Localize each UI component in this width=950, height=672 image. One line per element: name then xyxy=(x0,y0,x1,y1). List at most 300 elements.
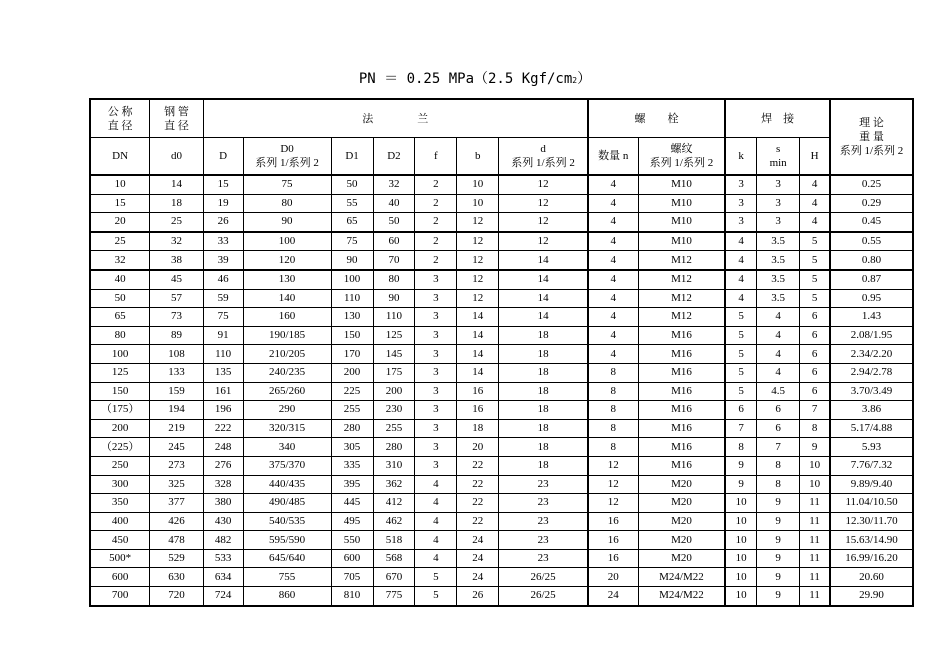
table-cell: 3 xyxy=(757,175,800,194)
table-cell: 5 xyxy=(725,363,756,382)
table-cell: 8 xyxy=(725,438,756,457)
table-cell: 20 xyxy=(588,568,638,587)
header-d0: d0 xyxy=(150,138,203,176)
table-cell: 720 xyxy=(150,587,203,606)
table-cell: 6 xyxy=(757,401,800,420)
table-cell: 150 xyxy=(90,382,150,401)
table-cell: 196 xyxy=(203,401,243,420)
table-cell: 40 xyxy=(373,194,415,213)
table-cell: 5 xyxy=(800,251,830,270)
table-cell: 550 xyxy=(331,531,373,550)
table-cell: 412 xyxy=(373,494,415,513)
table-cell: 362 xyxy=(373,475,415,494)
table-cell: 300 xyxy=(90,475,150,494)
table-row xyxy=(90,232,913,251)
table-cell: 55 xyxy=(331,194,373,213)
table-row xyxy=(90,345,913,364)
table-cell: 22 xyxy=(457,512,499,531)
table-cell: 14 xyxy=(499,251,588,270)
table-cell: M20 xyxy=(638,494,725,513)
table-cell: 8 xyxy=(588,382,638,401)
table-cell: 24 xyxy=(588,587,638,606)
table-cell: 65 xyxy=(331,213,373,232)
table-cell: 380 xyxy=(203,494,243,513)
table-cell: M16 xyxy=(638,382,725,401)
table-cell: 11 xyxy=(800,587,830,606)
table-cell: 9 xyxy=(757,494,800,513)
table-cell: 10 xyxy=(725,549,756,568)
table-cell: 159 xyxy=(150,382,203,401)
table-cell: 10 xyxy=(725,494,756,513)
table-cell: 25 xyxy=(90,232,150,251)
table-row xyxy=(90,175,913,194)
table-cell: M20 xyxy=(638,512,725,531)
table-cell: 60 xyxy=(373,232,415,251)
table-cell: 340 xyxy=(243,438,331,457)
table-cell: 6 xyxy=(800,382,830,401)
table-cell: 9 xyxy=(757,531,800,550)
table-row xyxy=(90,289,913,308)
table-row xyxy=(90,494,913,513)
table-cell: 5 xyxy=(415,587,457,606)
table-cell: 16.99/16.20 xyxy=(830,549,913,568)
table-cell: 150 xyxy=(331,326,373,345)
table-cell: 276 xyxy=(203,456,243,475)
table-row xyxy=(90,363,913,382)
header-thread: 螺纹 系列 1/系列 2 xyxy=(638,138,725,176)
table-cell: 9 xyxy=(757,568,800,587)
table-cell: 430 xyxy=(203,512,243,531)
table-cell: 14 xyxy=(499,308,588,327)
table-cell: 305 xyxy=(331,438,373,457)
table-cell: 12 xyxy=(588,475,638,494)
table-cell: 19 xyxy=(203,194,243,213)
table-cell: M12 xyxy=(638,270,725,289)
table-row xyxy=(90,326,913,345)
table-cell: 440/435 xyxy=(243,475,331,494)
table-row xyxy=(90,475,913,494)
table-cell: 12.30/11.70 xyxy=(830,512,913,531)
table-cell: 3.86 xyxy=(830,401,913,420)
table-cell: 12 xyxy=(457,213,499,232)
table-cell: （225） xyxy=(90,438,150,457)
table-cell: 91 xyxy=(203,326,243,345)
table-cell: 108 xyxy=(150,345,203,364)
table-row xyxy=(90,194,913,213)
table-row xyxy=(90,382,913,401)
table-cell: 775 xyxy=(373,587,415,606)
table-cell: 9 xyxy=(757,549,800,568)
table-row xyxy=(90,531,913,550)
table-cell: 22 xyxy=(457,456,499,475)
table-cell: M16 xyxy=(638,419,725,438)
table-cell: 280 xyxy=(373,438,415,457)
table-cell: 16 xyxy=(588,531,638,550)
table-cell: 24 xyxy=(457,549,499,568)
table-cell: 10 xyxy=(800,475,830,494)
header-nominal-diameter: 公 称 直 径 xyxy=(90,99,150,138)
table-cell: 14 xyxy=(499,270,588,289)
table-cell: 325 xyxy=(150,475,203,494)
table-cell: 12 xyxy=(499,194,588,213)
table-cell: 18 xyxy=(499,363,588,382)
table-row xyxy=(90,512,913,531)
table-cell: 335 xyxy=(331,456,373,475)
table-cell: 26 xyxy=(457,587,499,606)
table-cell: 25 xyxy=(150,213,203,232)
table-cell: 20 xyxy=(457,438,499,457)
header-D2: D2 xyxy=(373,138,415,176)
table-cell: 0.25 xyxy=(830,175,913,194)
table-cell: 39 xyxy=(203,251,243,270)
table-cell: 8 xyxy=(757,475,800,494)
header-b: b xyxy=(457,138,499,176)
table-cell: 200 xyxy=(90,419,150,438)
table-cell: 377 xyxy=(150,494,203,513)
table-cell: 600 xyxy=(331,549,373,568)
table-cell: 145 xyxy=(373,345,415,364)
table-cell: 50 xyxy=(331,175,373,194)
table-cell: M20 xyxy=(638,475,725,494)
table-cell: 3 xyxy=(415,308,457,327)
table-cell: 222 xyxy=(203,419,243,438)
table-cell: 540/535 xyxy=(243,512,331,531)
table-cell: 8 xyxy=(757,456,800,475)
table-cell: 8 xyxy=(588,438,638,457)
table-cell: 4 xyxy=(415,475,457,494)
table-cell: 3.5 xyxy=(757,232,800,251)
table-cell: 14 xyxy=(150,175,203,194)
table-cell: 6 xyxy=(800,326,830,345)
table-cell: 9 xyxy=(757,587,800,606)
table-cell: 32 xyxy=(373,175,415,194)
table-cell: 14 xyxy=(457,363,499,382)
table-cell: 45 xyxy=(150,270,203,289)
table-cell: M24/M22 xyxy=(638,568,725,587)
table-cell: 10 xyxy=(725,568,756,587)
table-cell: 5 xyxy=(415,568,457,587)
table-cell: 200 xyxy=(373,382,415,401)
table-cell: 700 xyxy=(90,587,150,606)
table-cell: 4 xyxy=(800,175,830,194)
table-cell: 0.45 xyxy=(830,213,913,232)
table-cell: 80 xyxy=(90,326,150,345)
table-cell: 630 xyxy=(150,568,203,587)
table-cell: 245 xyxy=(150,438,203,457)
table-cell: 10 xyxy=(725,587,756,606)
table-cell: 75 xyxy=(331,232,373,251)
table-cell: 80 xyxy=(373,270,415,289)
table-cell: 4 xyxy=(415,549,457,568)
table-cell: 9 xyxy=(725,475,756,494)
table-cell: 32 xyxy=(150,232,203,251)
header-bolt: 螺 栓 xyxy=(588,99,725,138)
table-cell: 33 xyxy=(203,232,243,251)
header-dn: DN xyxy=(90,138,150,176)
table-cell: 50 xyxy=(90,289,150,308)
table-cell: 350 xyxy=(90,494,150,513)
table-cell: 90 xyxy=(373,289,415,308)
table-cell: 5.93 xyxy=(830,438,913,457)
table-cell: 3 xyxy=(415,289,457,308)
table-cell: 6 xyxy=(800,345,830,364)
table-cell: 568 xyxy=(373,549,415,568)
table-row xyxy=(90,308,913,327)
table-cell: 0.87 xyxy=(830,270,913,289)
table-cell: 265/260 xyxy=(243,382,331,401)
header-weld: 焊 接 xyxy=(725,99,830,138)
table-row xyxy=(90,213,913,232)
table-cell: 4 xyxy=(725,289,756,308)
table-cell: 595/590 xyxy=(243,531,331,550)
table-cell: 705 xyxy=(331,568,373,587)
table-row xyxy=(90,419,913,438)
table-cell: M16 xyxy=(638,326,725,345)
table-cell: 200 xyxy=(331,363,373,382)
table-cell: 4 xyxy=(588,251,638,270)
header-weight: 理 论 重 量 系列 1/系列 2 xyxy=(830,99,913,175)
table-cell: 6 xyxy=(725,401,756,420)
table-cell: 80 xyxy=(243,194,331,213)
table-cell: 4 xyxy=(415,531,457,550)
table-cell: M10 xyxy=(638,213,725,232)
table-cell: M16 xyxy=(638,345,725,364)
table-cell: 3 xyxy=(415,401,457,420)
table-cell: 450 xyxy=(90,531,150,550)
table-cell: 3 xyxy=(725,175,756,194)
table-cell: 110 xyxy=(373,308,415,327)
table-cell: 15 xyxy=(90,194,150,213)
table-cell: 125 xyxy=(90,363,150,382)
table-cell: 3 xyxy=(415,270,457,289)
table-cell: 65 xyxy=(90,308,150,327)
table-cell: 18 xyxy=(499,326,588,345)
table-cell: 755 xyxy=(243,568,331,587)
table-cell: 240/235 xyxy=(243,363,331,382)
table-cell: 18 xyxy=(499,456,588,475)
table-cell: 225 xyxy=(331,382,373,401)
table-cell: 8 xyxy=(588,401,638,420)
table-cell: 23 xyxy=(499,494,588,513)
table-cell: 90 xyxy=(331,251,373,270)
table-cell: 14 xyxy=(457,345,499,364)
table-cell: 3 xyxy=(415,326,457,345)
table-cell: 161 xyxy=(203,382,243,401)
table-cell: 18 xyxy=(150,194,203,213)
table-cell: 3 xyxy=(415,438,457,457)
table-cell: 400 xyxy=(90,512,150,531)
table-cell: 50 xyxy=(373,213,415,232)
table-cell: 29.90 xyxy=(830,587,913,606)
table-cell: 4 xyxy=(588,232,638,251)
table-cell: 7 xyxy=(757,438,800,457)
table-cell: 320/315 xyxy=(243,419,331,438)
table-cell: 5 xyxy=(800,232,830,251)
table-cell: 175 xyxy=(373,363,415,382)
table-cell: 4 xyxy=(588,194,638,213)
table-cell: M16 xyxy=(638,363,725,382)
table-cell: 3.5 xyxy=(757,270,800,289)
table-cell: 133 xyxy=(150,363,203,382)
table-cell: 518 xyxy=(373,531,415,550)
table-cell: 12 xyxy=(457,289,499,308)
table-cell: 20.60 xyxy=(830,568,913,587)
table-cell: 38 xyxy=(150,251,203,270)
table-cell: 18 xyxy=(499,401,588,420)
table-cell: 160 xyxy=(243,308,331,327)
table-cell: 170 xyxy=(331,345,373,364)
table-cell: 14 xyxy=(457,326,499,345)
table-cell: 6 xyxy=(800,308,830,327)
table-cell: 16 xyxy=(588,549,638,568)
table-cell: 23 xyxy=(499,512,588,531)
table-cell: 4 xyxy=(588,270,638,289)
table-cell: 4 xyxy=(725,251,756,270)
table-cell: 7 xyxy=(725,419,756,438)
table-cell: 395 xyxy=(331,475,373,494)
table-cell: 482 xyxy=(203,531,243,550)
table-cell: 194 xyxy=(150,401,203,420)
table-cell: 426 xyxy=(150,512,203,531)
table-cell: 18 xyxy=(499,345,588,364)
table-cell: 59 xyxy=(203,289,243,308)
table-cell: 2 xyxy=(415,194,457,213)
table-cell: 4 xyxy=(757,326,800,345)
flange-spec-table xyxy=(89,98,914,607)
table-cell: 3 xyxy=(415,363,457,382)
table-cell: 70 xyxy=(373,251,415,270)
table-cell: （175） xyxy=(90,401,150,420)
table-cell: M20 xyxy=(638,531,725,550)
table-cell: 11 xyxy=(800,494,830,513)
table-cell: 18 xyxy=(457,419,499,438)
table-cell: M12 xyxy=(638,308,725,327)
header-s: s min xyxy=(757,138,800,176)
table-cell: 18 xyxy=(499,419,588,438)
table-cell: 125 xyxy=(373,326,415,345)
table-cell: 4 xyxy=(588,308,638,327)
table-cell: 10 xyxy=(725,512,756,531)
table-cell: 1.43 xyxy=(830,308,913,327)
table-cell: 90 xyxy=(243,213,331,232)
table-cell: 11 xyxy=(800,531,830,550)
table-cell: 6 xyxy=(757,419,800,438)
table-cell: 724 xyxy=(203,587,243,606)
table-cell: 10 xyxy=(725,531,756,550)
header-D1: D1 xyxy=(331,138,373,176)
table-cell: 4 xyxy=(588,175,638,194)
table-cell: M12 xyxy=(638,251,725,270)
table-cell: 670 xyxy=(373,568,415,587)
table-cell: 26 xyxy=(203,213,243,232)
table-cell: 11 xyxy=(800,549,830,568)
table-cell: 2 xyxy=(415,213,457,232)
table-cell: 810 xyxy=(331,587,373,606)
table-cell: 23 xyxy=(499,531,588,550)
table-cell: 230 xyxy=(373,401,415,420)
table-cell: 2.08/1.95 xyxy=(830,326,913,345)
table-cell: M10 xyxy=(638,232,725,251)
table-cell: 10 xyxy=(457,175,499,194)
table-cell: 100 xyxy=(243,232,331,251)
table-cell: 219 xyxy=(150,419,203,438)
table-cell: 23 xyxy=(499,475,588,494)
table-cell: 6 xyxy=(800,363,830,382)
table-cell: 2 xyxy=(415,232,457,251)
table-cell: 9 xyxy=(800,438,830,457)
table-cell: 12 xyxy=(499,175,588,194)
table-cell: 2.34/2.20 xyxy=(830,345,913,364)
table-cell: 533 xyxy=(203,549,243,568)
table-cell: 0.80 xyxy=(830,251,913,270)
table-cell: 130 xyxy=(331,308,373,327)
table-cell: 4 xyxy=(757,345,800,364)
table-cell: 9 xyxy=(757,512,800,531)
table-cell: 24 xyxy=(457,531,499,550)
table-cell: 11 xyxy=(800,568,830,587)
table-cell: 15 xyxy=(203,175,243,194)
table-cell: 4 xyxy=(725,270,756,289)
table-cell: 4 xyxy=(725,232,756,251)
table-cell: 3 xyxy=(415,456,457,475)
table-cell: 2 xyxy=(415,251,457,270)
table-cell: 32 xyxy=(90,251,150,270)
table-cell: 22 xyxy=(457,494,499,513)
table-cell: 7 xyxy=(800,401,830,420)
table-cell: 4 xyxy=(757,363,800,382)
table-cell: 495 xyxy=(331,512,373,531)
table-cell: 22 xyxy=(457,475,499,494)
table-cell: 290 xyxy=(243,401,331,420)
table-cell: 4 xyxy=(588,345,638,364)
table-cell: 26/25 xyxy=(499,568,588,587)
table-cell: 73 xyxy=(150,308,203,327)
table-cell: 15.63/14.90 xyxy=(830,531,913,550)
table-cell: 490/485 xyxy=(243,494,331,513)
table-cell: 130 xyxy=(243,270,331,289)
page-title: PN ＝ 0.25 MPa（2.5 Kgf/cm2） xyxy=(358,71,592,87)
table-cell: 478 xyxy=(150,531,203,550)
table-cell: M16 xyxy=(638,401,725,420)
table-cell: 16 xyxy=(457,382,499,401)
table-cell: 12 xyxy=(499,232,588,251)
table-cell: 11 xyxy=(800,512,830,531)
table-cell: 7.76/7.32 xyxy=(830,456,913,475)
header-d: d 系列 1/系列 2 xyxy=(499,138,588,176)
table-cell: 3 xyxy=(725,213,756,232)
table-cell: 0.29 xyxy=(830,194,913,213)
table-cell: 273 xyxy=(150,456,203,475)
header-pipe-diameter: 钢 管 直 径 xyxy=(150,99,203,138)
table-cell: M12 xyxy=(638,289,725,308)
table-cell: 9 xyxy=(725,456,756,475)
table-cell: 89 xyxy=(150,326,203,345)
table-cell: 634 xyxy=(203,568,243,587)
header-k: k xyxy=(725,138,756,176)
table-cell: 255 xyxy=(373,419,415,438)
table-cell: 0.55 xyxy=(830,232,913,251)
table-cell: 4 xyxy=(588,326,638,345)
table-cell: 2 xyxy=(415,175,457,194)
table-cell: 4 xyxy=(757,308,800,327)
table-cell: 3 xyxy=(757,194,800,213)
table-cell: 4 xyxy=(415,512,457,531)
header-D: D xyxy=(203,138,243,176)
table-cell: 645/640 xyxy=(243,549,331,568)
table-cell: 3.70/3.49 xyxy=(830,382,913,401)
table-cell: 462 xyxy=(373,512,415,531)
table-cell: 46 xyxy=(203,270,243,289)
